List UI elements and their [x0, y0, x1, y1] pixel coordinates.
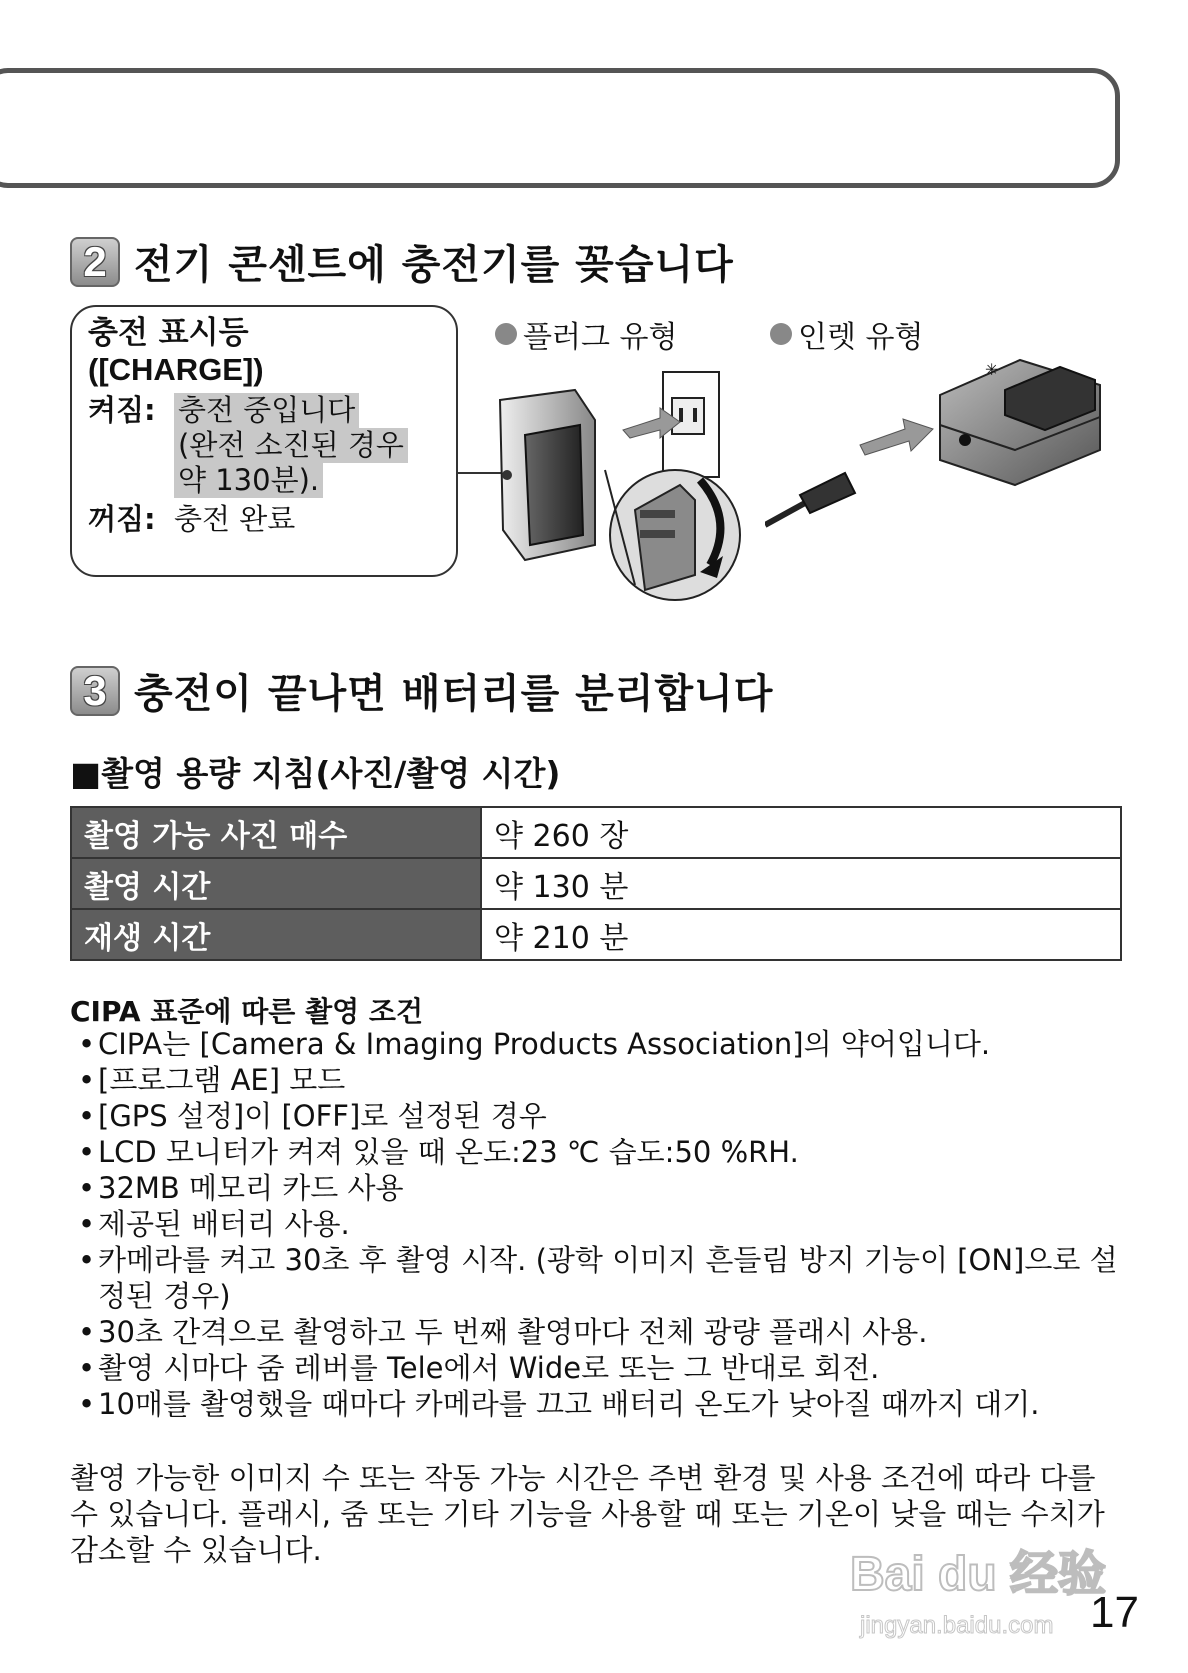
- inlet-type-label: [770, 312, 923, 356]
- page-number: 17: [1090, 1588, 1139, 1637]
- callout-title-charge: ([CHARGE]): [88, 352, 264, 387]
- step-3-heading: [70, 662, 773, 719]
- list-item: • 촬영 시마다 줌 레버를 Tele에서 Wide로 또는 그 반대로 회전.: [70, 1350, 1130, 1386]
- bullet-icon: [770, 323, 792, 345]
- status-on-row: [88, 393, 440, 498]
- watermark-url: jingyan.baidu.com: [860, 1612, 1054, 1639]
- step-number-badge: 2: [70, 237, 120, 287]
- row-value: 약 210 분: [481, 909, 1121, 960]
- list-item: • [GPS 설정]이 [OFF]로 설정된 경우: [70, 1098, 1130, 1134]
- on-text-2: (완전 소진된 경우: [174, 428, 408, 463]
- charge-indicator-callout: [70, 305, 458, 577]
- svg-text:✳: ✳: [985, 360, 999, 379]
- conditions-list: [70, 1026, 1130, 1422]
- capacity-heading: ■촬영 용량 지침(사진/촬영 시간): [70, 754, 561, 793]
- plug-type-label: [495, 312, 677, 356]
- inlet-type-text: 인렛 유형: [798, 320, 924, 355]
- table-row: [71, 858, 1121, 909]
- list-item: • [프로그램 AE] 모드: [70, 1062, 1130, 1098]
- row-value: 약 260 장: [481, 807, 1121, 858]
- row-label: 촬영 가능 사진 매수: [71, 807, 481, 858]
- step-title: 전기 콘센트에 충전기를 꽂습니다: [134, 242, 734, 288]
- inlet-type-charger-illustration: [765, 355, 1115, 535]
- row-label: 재생 시간: [71, 909, 481, 960]
- row-value: 약 130 분: [481, 858, 1121, 909]
- status-off-row: [88, 502, 440, 537]
- callout-title: 충전 표시등: [88, 315, 249, 351]
- list-item: • 10매를 촬영했을 때마다 카메라를 끄고 배터리 온도가 낮아질 때까지 대기.: [70, 1386, 1130, 1422]
- list-item: • 카메라를 켜고 30초 후 촬영 시작. (광학 이미지 흔들림 방지 기능이 [ON]으로 설정된 경우): [70, 1242, 1130, 1314]
- plug-type-text: 플러그 유형: [523, 320, 678, 355]
- watermark-brand: Bai du 经验: [850, 1548, 1107, 1601]
- step-number-badge: 3: [70, 666, 120, 716]
- on-label: 켜짐:: [88, 393, 156, 427]
- list-item: • 30초 간격으로 촬영하고 두 번째 촬영마다 전체 광량 플래시 사용.: [70, 1314, 1130, 1350]
- conditions-title: CIPA 표준에 따른 촬영 조건: [70, 995, 424, 1028]
- list-item: • 32MB 메모리 카드 사용: [70, 1170, 1130, 1206]
- capacity-table: [70, 806, 1122, 961]
- on-text-3: 약 130분).: [174, 463, 323, 498]
- top-frame: [0, 68, 1120, 188]
- list-item: • 제공된 배터리 사용.: [70, 1206, 1130, 1242]
- conditions-note: 촬영 가능한 이미지 수 또는 작동 가능 시간은 주변 환경 및 사용 조건에 따라 다를 수 있습니다. 플래시, 줌 또는 기타 기능을 사용할 때 또는 기온이 낮을 때는 수치가 감소할 수 있습니다.: [70, 1461, 1105, 1567]
- step-title: 충전이 끝나면 배터리를 분리합니다: [134, 671, 774, 717]
- list-item: • CIPA는 [Camera & Imaging Products Association]의 약어입니다.: [70, 1026, 1130, 1062]
- on-text-1: 충전 중입니다: [174, 393, 359, 428]
- step-2-heading: [70, 233, 734, 290]
- table-row: [71, 909, 1121, 960]
- list-item: • LCD 모니터가 켜져 있을 때 온도:23 ℃ 습도:50 %RH.: [70, 1134, 1130, 1170]
- bullet-icon: [495, 323, 517, 345]
- table-row: [71, 807, 1121, 858]
- off-text: 충전 완료: [174, 502, 296, 536]
- plug-type-charger-illustration: [495, 360, 745, 610]
- row-label: 촬영 시간: [71, 858, 481, 909]
- off-label: 꺼짐:: [88, 502, 156, 536]
- baidu-watermark-logo: [850, 1535, 1120, 1645]
